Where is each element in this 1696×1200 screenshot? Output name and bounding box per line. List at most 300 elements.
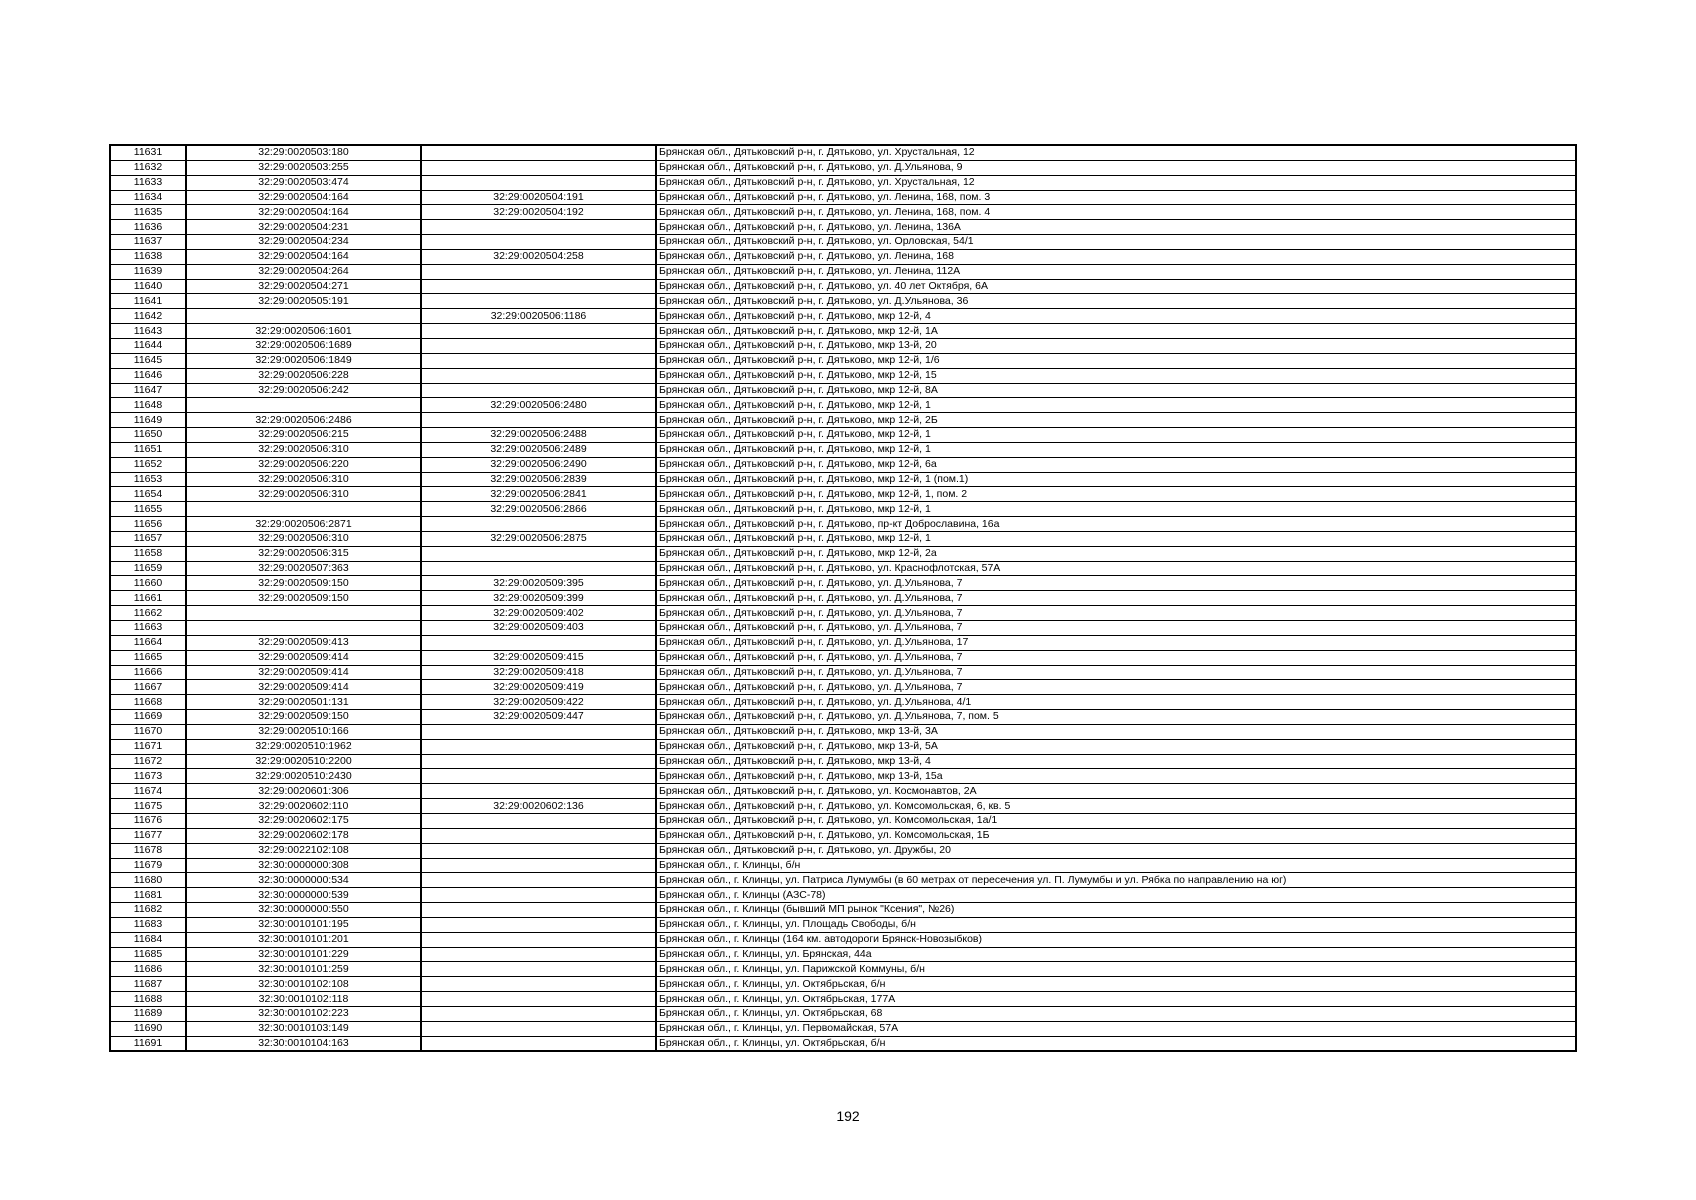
related-cadastral-number-cell: 32:29:0020509:422: [421, 695, 656, 710]
cadastral-number-cell: [186, 502, 421, 517]
cadastral-number-cell: 32:30:0000000:550: [186, 903, 421, 918]
row-number-cell: 11641: [110, 294, 186, 309]
table-row: [110, 531, 1576, 546]
related-cadastral-number-cell: [421, 932, 656, 947]
row-number-cell: 11680: [110, 873, 186, 888]
cadastral-number-cell: 32:30:0000000:534: [186, 873, 421, 888]
related-cadastral-number-cell: 32:29:0020509:415: [421, 650, 656, 665]
table-row: [110, 576, 1576, 591]
row-number-cell: 11653: [110, 472, 186, 487]
address-cell: Брянская обл., Дятьковский р-н, г. Дятьково, ул. Ленина, 136А: [656, 220, 1576, 235]
table-row: [110, 190, 1576, 205]
row-number-cell: 11683: [110, 917, 186, 932]
cadastral-number-cell: 32:30:0010102:118: [186, 992, 421, 1007]
row-number-cell: 11664: [110, 635, 186, 650]
row-number-cell: 11632: [110, 160, 186, 175]
cadastral-number-cell: 32:29:0020510:1962: [186, 739, 421, 754]
table-row: [110, 828, 1576, 843]
related-cadastral-number-cell: [421, 264, 656, 279]
row-number-cell: 11649: [110, 413, 186, 428]
related-cadastral-number-cell: 32:29:0020506:2866: [421, 502, 656, 517]
row-number-cell: 11660: [110, 576, 186, 591]
cadastral-number-cell: 32:29:0020506:310: [186, 472, 421, 487]
cadastral-number-cell: 32:29:0022102:108: [186, 843, 421, 858]
address-cell: Брянская обл., Дятьковский р-н, г. Дятьково, ул. Краснофлотская, 57А: [656, 561, 1576, 576]
related-cadastral-number-cell: [421, 813, 656, 828]
table-row: [110, 888, 1576, 903]
related-cadastral-number-cell: [421, 368, 656, 383]
table-row: [110, 591, 1576, 606]
table-row: [110, 650, 1576, 665]
address-cell: Брянская обл., Дятьковский р-н, г. Дятьково, ул. Хрустальная, 12: [659, 146, 975, 159]
address-cell: Брянская обл., Дятьковский р-н, г. Дятьково, ул. Хрустальная, 12: [656, 175, 1576, 190]
related-cadastral-number-cell: [421, 220, 656, 235]
address-cell: Брянская обл., Дятьковский р-н, г. Дятьково, ул. Д.Ульянова, 9: [656, 160, 1576, 175]
row-number-cell: 11648: [110, 398, 186, 413]
related-cadastral-number-cell: 32:29:0020602:136: [421, 799, 656, 814]
cadastral-number-cell: 32:30:0010104:163: [186, 1036, 421, 1051]
cadastral-number-cell: 32:29:0020504:164: [186, 190, 421, 205]
related-cadastral-number-cell: [421, 784, 656, 799]
row-number-cell: 11646: [110, 368, 186, 383]
row-number-cell: 11687: [110, 977, 186, 992]
related-cadastral-number-cell: [421, 546, 656, 561]
related-cadastral-number-cell: [421, 888, 656, 903]
row-number-cell: 11635: [110, 205, 186, 220]
row-number-cell: 11652: [110, 457, 186, 472]
address-cell: Брянская обл., г. Клинцы (АЗС-78): [656, 888, 1576, 903]
address-cell: Брянская обл., Дятьковский р-н, г. Дятьково, ул. Орловская, 54/1: [656, 235, 1576, 250]
related-cadastral-number-cell: 32:29:0020509:395: [421, 576, 656, 591]
address-cell: Брянская обл., Дятьковский р-н, г. Дятьково, ул. Д.Ульянова, 7: [656, 680, 1576, 695]
address-cell: Брянская обл., Дятьковский р-н, г. Дятьково, мкр 12-й, 1, пом. 2: [656, 487, 1576, 502]
table-row: [110, 294, 1576, 309]
address-cell: Брянская обл., Дятьковский р-н, г. Дятьково, мкр 13-й, 5А: [656, 739, 1576, 754]
table-row: [110, 635, 1576, 650]
table-row: [110, 858, 1576, 873]
table-row: [110, 249, 1576, 264]
row-number-cell: 11673: [110, 769, 186, 784]
table-row: [110, 977, 1576, 992]
row-number-cell: 11685: [110, 947, 186, 962]
address-cell: Брянская обл., Дятьковский р-н, г. Дятьково, мкр 12-й, 15: [656, 368, 1576, 383]
address-cell: Брянская обл., Дятьковский р-н, г. Дятьково, мкр 12-й, 4: [656, 309, 1576, 324]
cadastral-number-cell: 32:30:0010102:223: [186, 1006, 421, 1021]
address-cell: Брянская обл., Дятьковский р-н, г. Дятьково, ул. Ленина, 168, пом. 4: [656, 205, 1576, 220]
cadastral-number-cell: 32:29:0020504:164: [186, 205, 421, 220]
related-cadastral-number-cell: 32:29:0020506:2841: [421, 487, 656, 502]
cadastral-number-cell: 32:29:0020510:2200: [186, 754, 421, 769]
related-cadastral-number-cell: [421, 413, 656, 428]
cadastral-number-cell: 32:30:0010102:108: [186, 977, 421, 992]
table-row: [110, 1036, 1576, 1051]
cadastral-number-cell: 32:29:0020505:191: [186, 294, 421, 309]
table-row: [110, 472, 1576, 487]
related-cadastral-number-cell: 32:29:0020506:2875: [421, 531, 656, 546]
cadastral-number-cell: 32:29:0020509:413: [186, 635, 421, 650]
address-cell: Брянская обл., Дятьковский р-н, г. Дятьково, ул. Комсомольская, 6, кв. 5: [656, 799, 1576, 814]
cadastral-number-cell: 32:29:0020509:414: [186, 650, 421, 665]
row-number-cell: 11639: [110, 264, 186, 279]
table-row: [110, 621, 1576, 636]
related-cadastral-number-cell: 32:29:0020509:403: [421, 621, 656, 636]
address-cell: Брянская обл., Дятьковский р-н, г. Дятьково, ул. Д.Ульянова, 17: [656, 635, 1576, 650]
table-row: [110, 145, 1576, 160]
related-cadastral-number-cell: [421, 160, 656, 175]
row-number-cell: 11659: [110, 561, 186, 576]
cadastral-number-cell: 32:29:0020504:264: [186, 264, 421, 279]
related-cadastral-number-cell: 32:29:0020509:447: [421, 710, 656, 725]
address-cell: Брянская обл., г. Клинцы, ул. Октябрьская, б/н: [656, 1036, 1576, 1051]
related-cadastral-number-cell: 32:29:0020506:2489: [421, 442, 656, 457]
cadastral-number-cell: 32:30:0010101:195: [186, 917, 421, 932]
table-row: [110, 309, 1576, 324]
related-cadastral-number-cell: [421, 517, 656, 532]
row-number-cell: 11638: [110, 249, 186, 264]
related-cadastral-number-cell: [421, 635, 656, 650]
table-row: [110, 235, 1576, 250]
related-cadastral-number-cell: [421, 962, 656, 977]
table-row: [110, 175, 1576, 190]
table-row: [110, 561, 1576, 576]
address-cell: Брянская обл., Дятьковский р-н, г. Дятьково, ул. 40 лет Октября, 6А: [656, 279, 1576, 294]
row-number-cell: 11661: [110, 591, 186, 606]
row-number-cell: 11658: [110, 546, 186, 561]
address-cell: Брянская обл., Дятьковский р-н, г. Дятьково, мкр 12-й, 1: [656, 442, 1576, 457]
row-number-cell: 11665: [110, 650, 186, 665]
cadastral-number-cell: 32:29:0020510:166: [186, 724, 421, 739]
address-cell: Брянская обл., Дятьковский р-н, г. Дятьково, мкр 12-й, 8А: [656, 383, 1576, 398]
row-number-cell: 11637: [110, 235, 186, 250]
cadastral-number-cell: 32:29:0020602:178: [186, 828, 421, 843]
address-cell: Брянская обл., Дятьковский р-н, г. Дятьково, ул. Д.Ульянова, 7: [656, 591, 1576, 606]
related-cadastral-number-cell: [421, 294, 656, 309]
table-row: [110, 754, 1576, 769]
address-cell: Брянская обл., Дятьковский р-н, г. Дятьково, мкр 12-й, 6а: [656, 457, 1576, 472]
address-cell: Брянская обл., Дятьковский р-н, г. Дятьково, ул. Дружбы, 20: [656, 843, 1576, 858]
row-number-cell: 11634: [110, 190, 186, 205]
table-row: [110, 487, 1576, 502]
related-cadastral-number-cell: [421, 739, 656, 754]
table-row: [110, 843, 1576, 858]
address-cell: Брянская обл., Дятьковский р-н, г. Дятьково, ул. Ленина, 112А: [656, 264, 1576, 279]
cadastral-number-cell: 32:30:0010103:149: [186, 1021, 421, 1036]
related-cadastral-number-cell: [421, 324, 656, 339]
cadastral-number-cell: 32:30:0000000:539: [186, 888, 421, 903]
related-cadastral-number-cell: [421, 754, 656, 769]
address-cell: Брянская обл., г. Клинцы, ул. Площадь Свободы, б/н: [656, 917, 1576, 932]
table-row: [110, 546, 1576, 561]
cadastral-number-cell: 32:29:0020602:175: [186, 813, 421, 828]
related-cadastral-number-cell: [421, 858, 656, 873]
address-cell: Брянская обл., Дятьковский р-н, г. Дятьково, ул. Д.Ульянова, 7: [656, 665, 1576, 680]
cadastral-number-cell: 32:29:0020506:215: [186, 428, 421, 443]
table-row: [110, 502, 1576, 517]
address-cell: Брянская обл., Дятьковский р-н, г. Дятьково, ул. Д.Ульянова, 7: [656, 606, 1576, 621]
related-cadastral-number-cell: [421, 828, 656, 843]
related-cadastral-number-cell: [421, 561, 656, 576]
address-cell: Брянская обл., Дятьковский р-н, г. Дятьково, ул. Комсомольская, 1Б: [656, 828, 1576, 843]
table-row: [110, 903, 1576, 918]
table-row: [110, 606, 1576, 621]
address-cell: Брянская обл., Дятьковский р-н, г. Дятьково, мкр 12-й, 1А: [656, 324, 1576, 339]
cadastral-number-cell: 32:29:0020506:220: [186, 457, 421, 472]
address-cell: Брянская обл., Дятьковский р-н, г. Дятьково, мкр 12-й, 1: [656, 398, 1576, 413]
address-cell: Брянская обл., Дятьковский р-н, г. Дятьково, ул. Д.Ульянова, 4/1: [656, 695, 1576, 710]
address-cell: Брянская обл., Дятьковский р-н, г. Дятьково, ул. Ленина, 168: [656, 249, 1576, 264]
related-cadastral-number-cell: 32:29:0020509:419: [421, 680, 656, 695]
related-cadastral-number-cell: 32:29:0020504:258: [421, 249, 656, 264]
related-cadastral-number-cell: [421, 1036, 656, 1051]
address-cell: Брянская обл., Дятьковский р-н, г. Дятьково, мкр 13-й, 4: [656, 754, 1576, 769]
row-number-cell: 11640: [110, 279, 186, 294]
table-row: [110, 665, 1576, 680]
table-row: [110, 160, 1576, 175]
table-row: [110, 264, 1576, 279]
table-row: [110, 1006, 1576, 1021]
cadastral-number-cell: 32:29:0020503:180: [186, 145, 421, 160]
related-cadastral-number-cell: [421, 1021, 656, 1036]
related-cadastral-number-cell: [421, 338, 656, 353]
address-cell: Брянская обл., г. Клинцы, ул. Патриса Лумумбы (в 60 метрах от пересечения ул. П. Лумумбы и ул. Рябка по направлению на юг): [656, 873, 1576, 888]
row-number-cell: 11678: [110, 843, 186, 858]
table-row: [110, 962, 1576, 977]
related-cadastral-number-cell: [421, 279, 656, 294]
row-number-cell: 11689: [110, 1006, 186, 1021]
row-number-cell: 11642: [110, 309, 186, 324]
cadastral-number-cell: 32:29:0020506:310: [186, 531, 421, 546]
cadastral-number-cell: 32:29:0020506:310: [186, 487, 421, 502]
row-number-cell: 11662: [110, 606, 186, 621]
address-cell: Брянская обл., Дятьковский р-н, г. Дятьково, мкр 13-й, 20: [656, 338, 1576, 353]
address-cell: Брянская обл., Дятьковский р-н, г. Дятьково, ул. Д.Ульянова, 7: [656, 650, 1576, 665]
related-cadastral-number-cell: [421, 724, 656, 739]
related-cadastral-number-cell: [421, 769, 656, 784]
row-number-cell: 11650: [110, 428, 186, 443]
related-cadastral-number-cell: [421, 947, 656, 962]
row-number-cell: 11682: [110, 903, 186, 918]
table-row: [110, 799, 1576, 814]
cadastral-number-cell: 32:29:0020506:310: [186, 442, 421, 457]
related-cadastral-number-cell: [421, 145, 656, 160]
table-row: [110, 1021, 1576, 1036]
address-cell: Брянская обл., Дятьковский р-н, г. Дятьково, ул. Д.Ульянова, 7: [656, 576, 1576, 591]
related-cadastral-number-cell: 32:29:0020506:2839: [421, 472, 656, 487]
related-cadastral-number-cell: 32:29:0020506:2490: [421, 457, 656, 472]
table-row: [110, 338, 1576, 353]
table-row: [110, 398, 1576, 413]
cadastral-number-cell: 32:29:0020503:255: [186, 160, 421, 175]
table-row: [110, 220, 1576, 235]
table-row: [110, 695, 1576, 710]
cadastral-number-cell: 32:29:0020506:315: [186, 546, 421, 561]
table-row: [110, 813, 1576, 828]
row-number-cell: 11688: [110, 992, 186, 1007]
related-cadastral-number-cell: [421, 1006, 656, 1021]
address-cell: Брянская обл., Дятьковский р-н, г. Дятьково, мкр 12-й, 1: [656, 502, 1576, 517]
row-number-cell: 11647: [110, 383, 186, 398]
table-row: [110, 428, 1576, 443]
cadastral-number-cell: 32:29:0020504:231: [186, 220, 421, 235]
cadastral-number-cell: 32:29:0020602:110: [186, 799, 421, 814]
table-row: [110, 992, 1576, 1007]
row-number-cell: 11670: [110, 724, 186, 739]
address-cell: Брянская обл., г. Клинцы, б/н: [656, 858, 1576, 873]
related-cadastral-number-cell: [421, 917, 656, 932]
cadastral-number-cell: 32:29:0020509:150: [186, 591, 421, 606]
cadastral-number-cell: 32:29:0020601:306: [186, 784, 421, 799]
related-cadastral-number-cell: 32:29:0020509:418: [421, 665, 656, 680]
table-row: [110, 680, 1576, 695]
row-number-cell: 11631: [110, 145, 186, 160]
row-number-cell: 11636: [110, 220, 186, 235]
table-row: [110, 205, 1576, 220]
address-cell: Брянская обл., г. Клинцы, ул. Октябрьская, 68: [656, 1006, 1576, 1021]
cadastral-number-cell: 32:29:0020506:1689: [186, 338, 421, 353]
row-number-cell: 11645: [110, 353, 186, 368]
table-row: [110, 368, 1576, 383]
cadastral-number-cell: 32:29:0020503:474: [186, 175, 421, 190]
address-cell: Брянская обл., Дятьковский р-н, г. Дятьково, мкр 12-й, 1: [656, 531, 1576, 546]
row-number-cell: 11669: [110, 710, 186, 725]
cadastral-number-cell: 32:30:0010101:201: [186, 932, 421, 947]
cadastral-number-cell: [186, 606, 421, 621]
table-row: [110, 413, 1576, 428]
cadastral-table: [109, 144, 1577, 1052]
related-cadastral-number-cell: 32:29:0020509:402: [421, 606, 656, 621]
cadastral-number-cell: 32:30:0010101:259: [186, 962, 421, 977]
table-row: [110, 517, 1576, 532]
cadastral-number-cell: 32:29:0020507:363: [186, 561, 421, 576]
cadastral-number-cell: 32:30:0000000:308: [186, 858, 421, 873]
address-cell: Брянская обл., Дятьковский р-н, г. Дятьково, мкр 12-й, 1 (пом.1): [656, 472, 1576, 487]
related-cadastral-number-cell: [421, 353, 656, 368]
table-row: [110, 442, 1576, 457]
cadastral-number-cell: 32:29:0020506:1601: [186, 324, 421, 339]
address-cell: Брянская обл., Дятьковский р-н, г. Дятьково, мкр 13-й, 3А: [656, 724, 1576, 739]
related-cadastral-number-cell: [421, 977, 656, 992]
cadastral-number-cell: 32:29:0020509:414: [186, 680, 421, 695]
related-cadastral-number-cell: [421, 903, 656, 918]
cadastral-number-cell: 32:29:0020504:164: [186, 249, 421, 264]
row-number-cell: 11657: [110, 531, 186, 546]
row-number-cell: 11674: [110, 784, 186, 799]
cadastral-number-cell: 32:29:0020506:242: [186, 383, 421, 398]
row-number-cell: 11654: [110, 487, 186, 502]
row-number-cell: 11676: [110, 813, 186, 828]
address-cell: Брянская обл., Дятьковский р-н, г. Дятьково, ул. Д.Ульянова, 7: [656, 621, 1576, 636]
cadastral-number-cell: [186, 309, 421, 324]
address-cell: Брянская обл., Дятьковский р-н, г. Дятьково, мкр 13-й, 15а: [656, 769, 1576, 784]
address-cell: Брянская обл., г. Клинцы (бывший МП рынок "Ксения", №26): [656, 903, 1576, 918]
table-row: [110, 769, 1576, 784]
address-cell: Брянская обл., Дятьковский р-н, г. Дятьково, ул. Д.Ульянова, 36: [656, 294, 1576, 309]
address-cell: Брянская обл., Дятьковский р-н, г. Дятьково, ул. Ленина, 168, пом. 3: [656, 190, 1576, 205]
row-number-cell: 11633: [110, 175, 186, 190]
cadastral-number-cell: 32:29:0020509:150: [186, 576, 421, 591]
cadastral-number-cell: [186, 398, 421, 413]
row-number-cell: 11681: [110, 888, 186, 903]
cadastral-number-cell: 32:29:0020506:2871: [186, 517, 421, 532]
table-row: [110, 932, 1576, 947]
address-cell: Брянская обл., Дятьковский р-н, г. Дятьково, ул. Комсомольская, 1а/1: [656, 813, 1576, 828]
cadastral-number-cell: 32:29:0020506:228: [186, 368, 421, 383]
table-row: [110, 710, 1576, 725]
address-cell: Брянская обл., Дятьковский р-н, г. Дятьково, мкр 12-й, 2а: [656, 546, 1576, 561]
row-number-cell: 11656: [110, 517, 186, 532]
address-cell: Брянская обл., Дятьковский р-н, г. Дятьково, ул. Космонавтов, 2А: [656, 784, 1576, 799]
table-row: [110, 353, 1576, 368]
row-number-cell: 11677: [110, 828, 186, 843]
row-number-cell: 11651: [110, 442, 186, 457]
cadastral-number-cell: 32:29:0020509:414: [186, 665, 421, 680]
related-cadastral-number-cell: [421, 383, 656, 398]
row-number-cell: 11684: [110, 932, 186, 947]
table-row: [110, 947, 1576, 962]
row-number-cell: 11690: [110, 1021, 186, 1036]
address-cell: Брянская обл., Дятьковский р-н, г. Дятьково, мкр 12-й, 1/6: [656, 353, 1576, 368]
table-row: [110, 784, 1576, 799]
page-number: 192: [836, 1108, 860, 1124]
related-cadastral-number-cell: [421, 992, 656, 1007]
address-cell: Брянская обл., Дятьковский р-н, г. Дятьково, мкр 12-й, 1: [656, 428, 1576, 443]
related-cadastral-number-cell: [421, 175, 656, 190]
related-cadastral-number-cell: [421, 843, 656, 858]
cadastral-number-cell: 32:29:0020510:2430: [186, 769, 421, 784]
table-row: [110, 739, 1576, 754]
related-cadastral-number-cell: 32:29:0020509:399: [421, 591, 656, 606]
table-row: [110, 324, 1576, 339]
cadastral-number-cell: 32:29:0020501:131: [186, 695, 421, 710]
row-number-cell: 11666: [110, 665, 186, 680]
address-cell: Брянская обл., г. Клинцы (164 км. автодороги Брянск-Новозыбков): [656, 932, 1576, 947]
row-number-cell: 11644: [110, 338, 186, 353]
related-cadastral-number-cell: 32:29:0020506:1186: [421, 309, 656, 324]
cadastral-number-cell: 32:29:0020506:2486: [186, 413, 421, 428]
table-row: [110, 724, 1576, 739]
row-number-cell: 11675: [110, 799, 186, 814]
table-row: [110, 917, 1576, 932]
cadastral-number-cell: 32:29:0020506:1849: [186, 353, 421, 368]
table-row: [110, 279, 1576, 294]
cadastral-number-cell: 32:29:0020504:271: [186, 279, 421, 294]
cadastral-number-cell: 32:29:0020509:150: [186, 710, 421, 725]
related-cadastral-number-cell: 32:29:0020506:2488: [421, 428, 656, 443]
related-cadastral-number-cell: 32:29:0020504:191: [421, 190, 656, 205]
address-cell: Брянская обл., Дятьковский р-н, г. Дятьково, мкр 12-й, 2Б: [656, 413, 1576, 428]
table-row: [110, 457, 1576, 472]
row-number-cell: 11686: [110, 962, 186, 977]
address-cell: Брянская обл., г. Клинцы, ул. Октябрьская, б/н: [656, 977, 1576, 992]
row-number-cell: 11691: [110, 1036, 186, 1051]
row-number-cell: 11655: [110, 502, 186, 517]
table-row: [110, 873, 1576, 888]
cadastral-number-cell: 32:30:0010101:229: [186, 947, 421, 962]
related-cadastral-number-cell: [421, 873, 656, 888]
row-number-cell: 11671: [110, 739, 186, 754]
address-cell: Брянская обл., г. Клинцы, ул. Октябрьская, 177А: [656, 992, 1576, 1007]
address-cell: Брянская обл., г. Клинцы, ул. Первомайская, 57А: [656, 1021, 1576, 1036]
row-number-cell: 11668: [110, 695, 186, 710]
table-row: [110, 383, 1576, 398]
address-cell: Брянская обл., Дятьковский р-н, г. Дятьково, пр-кт Доброславина, 16а: [656, 517, 1576, 532]
cadastral-number-cell: 32:29:0020504:234: [186, 235, 421, 250]
row-number-cell: 11643: [110, 324, 186, 339]
table-body: [110, 145, 1576, 1051]
address-cell: Брянская обл., г. Клинцы, ул. Парижской Коммуны, б/н: [656, 962, 1576, 977]
address-cell: Брянская обл., Дятьковский р-н, г. Дятьково, ул. Д.Ульянова, 7, пом. 5: [656, 710, 1576, 725]
related-cadastral-number-cell: [421, 235, 656, 250]
